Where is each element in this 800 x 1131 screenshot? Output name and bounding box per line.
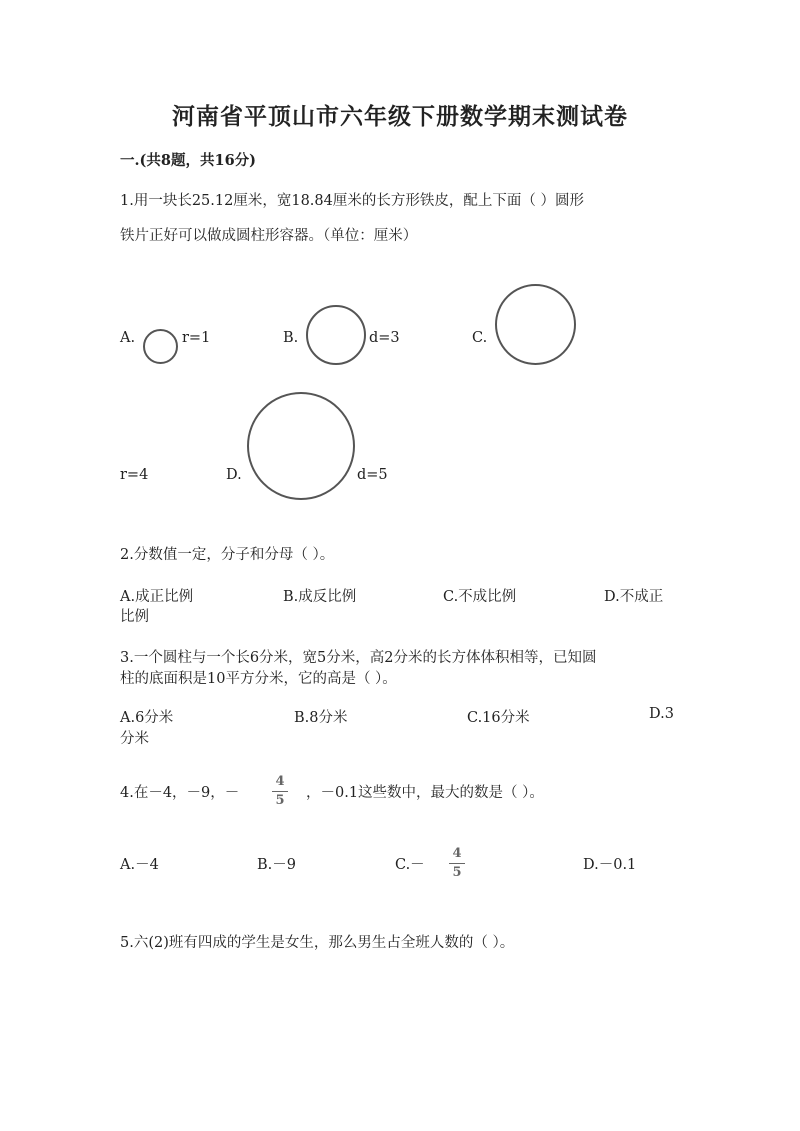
q2-option-a: A.成正比例: [120, 589, 194, 605]
q3-option-b: B.8分米: [294, 710, 348, 726]
q3-option-a: A.6分米: [120, 710, 174, 726]
q1-stem-line1: 1.用一块长25.12厘米，宽18.84厘米的长方形铁皮，配上下面（ ）圆形: [120, 193, 584, 209]
q1-option-a-value: r=1: [182, 330, 211, 346]
q1-option-a-label: A.: [120, 330, 136, 346]
q4-option-c-prefix: C.－: [395, 857, 425, 873]
q4-option-c-numerator: 4: [452, 846, 462, 861]
q2-option-b: B.成反比例: [283, 589, 357, 605]
q2-stem: 2.分数值一定，分子和分母（ ）。: [120, 547, 335, 563]
q4-option-c-fraction: [449, 847, 465, 880]
fraction-bar: [449, 863, 465, 864]
q4-fraction: [272, 775, 288, 808]
q1-option-d-value: d=5: [357, 467, 388, 483]
q4-option-d: D.－0.1: [583, 857, 637, 873]
section-heading: 一.(共8题，共16分): [120, 152, 257, 169]
q5-stem: 5.六(2)班有四成的学生是女生，那么男生占全班人数的（ ）。: [120, 935, 515, 951]
q4-option-b: B.－9: [257, 857, 296, 873]
q4-fraction-denominator: 5: [275, 793, 285, 808]
q4-option-a: A.－4: [120, 857, 159, 873]
q1-option-c-value: r=4: [120, 467, 149, 483]
q4-stem-prefix: 4.在－4，－9，－: [120, 785, 240, 801]
q1-option-b-circle: [306, 305, 366, 365]
q3-option-c: C.16分米: [467, 710, 530, 726]
page-title: 河南省平顶山市六年级下册数学期末测试卷: [172, 103, 628, 130]
q1-option-b-label: B.: [283, 330, 299, 346]
q1-option-d-circle: [247, 392, 355, 500]
q1-option-a-circle: [143, 329, 178, 364]
q1-option-c-label: C.: [472, 330, 488, 346]
q4-stem-suffix: ，－0.1这些数中，最大的数是（ ）。: [306, 785, 544, 801]
q1-stem-line2: 铁片正好可以做成圆柱形容器。（单位：厘米）: [120, 228, 418, 244]
q1-option-c-circle: [495, 284, 576, 365]
q3-stem-line1: 3.一个圆柱与一个长6分米，宽5分米，高2分米的长方体体积相等，已知圆: [120, 650, 597, 666]
q2-option-d-continued: 比例: [120, 609, 149, 625]
q2-option-d: D.不成正: [604, 589, 664, 605]
fraction-bar: [272, 791, 288, 792]
q4-option-c-denominator: 5: [452, 865, 462, 880]
q3-option-d: D.3: [649, 706, 674, 722]
q2-option-c: C.不成比例: [443, 589, 517, 605]
q3-option-d-continued: 分米: [120, 731, 149, 747]
q3-stem-line2: 柱的底面积是10平方分米，它的高是（ ）。: [120, 671, 397, 687]
q1-option-d-label: D.: [226, 467, 242, 483]
q1-option-b-value: d=3: [369, 330, 400, 346]
q4-fraction-numerator: 4: [275, 774, 285, 789]
